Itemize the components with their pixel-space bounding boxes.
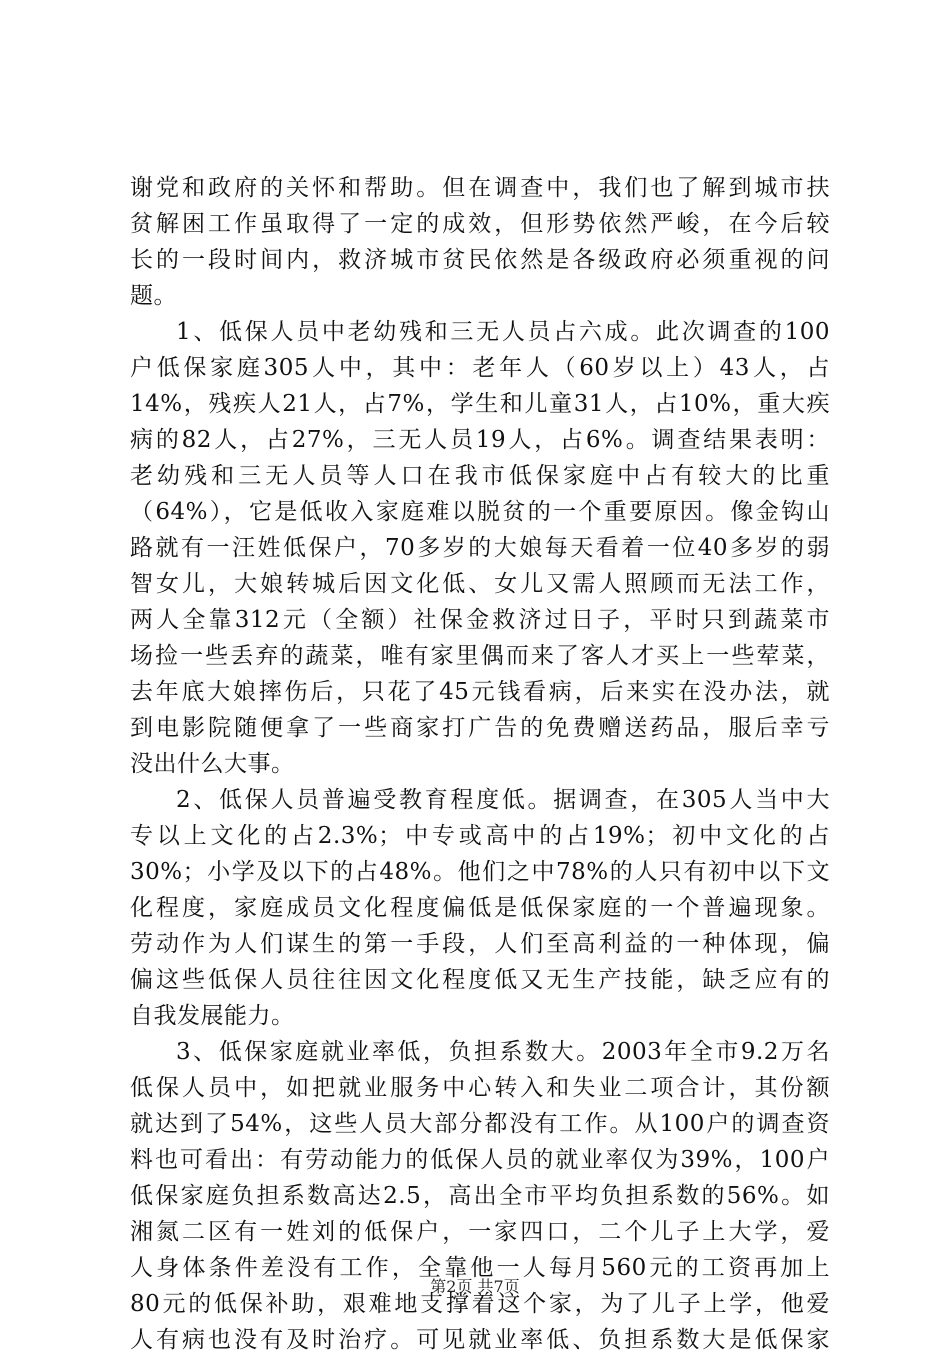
text-line: 题。 — [130, 283, 177, 309]
text-line: （64%），它是低收入家庭难以脱贫的一个重要原因。像金钩山 — [130, 499, 830, 525]
text-line: 低保人员中，如把就业服务中心转入和失业二项合计，其份额 — [130, 1075, 830, 1101]
paragraph-2 — [130, 782, 830, 1034]
text-line: 化程度，家庭成员文化程度偏低是低保家庭的一个普遍现象。 — [130, 895, 830, 921]
text-line: 去年底大娘摔伤后，只花了45元钱看病，后来实在没办法，就 — [130, 679, 830, 705]
text-line: 到电影院随便拿了一些商家打广告的免费赠送药品，服后幸亏 — [130, 715, 830, 741]
text-line: 贫解困工作虽取得了一定的成效，但形势依然严峻，在今后较 — [130, 211, 830, 237]
text-line: 两人全靠312元（全额）社保金救济过日子，平时只到蔬菜市 — [130, 607, 830, 633]
text-line: 专以上文化的占2.3%；中专或高中的占19%；初中文化的占 — [130, 823, 830, 849]
text-line: 3、低保家庭就业率低，负担系数大。2003年全市9.2万名 — [176, 1039, 830, 1065]
paragraph-3 — [130, 1034, 830, 1358]
paragraph-1 — [130, 314, 830, 782]
text-line: 病的82人，占27%，三无人员19人，占6%。调查结果表明： — [130, 427, 830, 453]
text-line: 低保家庭负担系数高达2.5，高出全市平均负担系数的56%。如 — [130, 1183, 830, 1209]
text-line: 路就有一汪姓低保户，70多岁的大娘每天看着一位40多岁的弱 — [130, 535, 830, 561]
text-line: 户低保家庭305人中，其中：老年人（60岁以上）43人，占 — [130, 355, 830, 381]
text-line: 80元的低保补助，艰难地支撑着这个家，为了儿子上学，他爱 — [130, 1291, 830, 1317]
text-line: 人身体条件差没有工作，全靠他一人每月560元的工资再加上 — [130, 1255, 830, 1281]
text-line: 就达到了54%，这些人员大部分都没有工作。从100户的调查资 — [130, 1111, 830, 1137]
text-line: 偏这些低保人员往往因文化程度低又无生产技能，缺乏应有的 — [130, 967, 830, 993]
text-line: 2、低保人员普遍受教育程度低。据调查，在305人当中大 — [176, 787, 830, 813]
text-line: 场捡一些丢弃的蔬菜，唯有家里偶而来了客人才买上一些荤菜， — [130, 643, 830, 669]
text-line: 劳动作为人们谋生的第一手段，人们至高利益的一种体现，偏 — [130, 931, 830, 957]
text-line: 14%，残疾人21人，占7%，学生和儿童31人，占10%，重大疾 — [130, 391, 830, 417]
text-line: 长的一段时间内，救济城市贫民依然是各级政府必须重视的问 — [130, 247, 830, 273]
paragraph-continuation — [130, 170, 830, 314]
text-line: 湘氮二区有一姓刘的低保户，一家四口，二个儿子上大学，爱 — [130, 1219, 830, 1245]
text-line: 自我发展能力。 — [130, 1003, 295, 1029]
text-line: 谢党和政府的关怀和帮助。但在调查中，我们也了解到城市扶 — [130, 175, 830, 201]
body-text — [130, 170, 830, 1358]
text-line: 料也可看出：有劳动能力的低保人员的就业率仅为39%，100户 — [130, 1147, 830, 1173]
text-line: 30%；小学及以下的占48%。他们之中78%的人只有初中以下文 — [130, 859, 830, 885]
text-line: 1、低保人员中老幼残和三无人员占六成。此次调查的100 — [176, 319, 830, 345]
text-line: 人有病也没有及时治疗。可见就业率低、负担系数大是低保家 — [130, 1327, 830, 1353]
page-number-footer: 第2页 共7页 — [430, 1277, 520, 1296]
text-line: 智女儿，大娘转城后因文化低、女儿又需人照顾而无法工作， — [130, 571, 830, 597]
text-line: 老幼残和三无人员等人口在我市低保家庭中占有较大的比重 — [130, 463, 830, 489]
text-line: 没出什么大事。 — [130, 751, 295, 777]
